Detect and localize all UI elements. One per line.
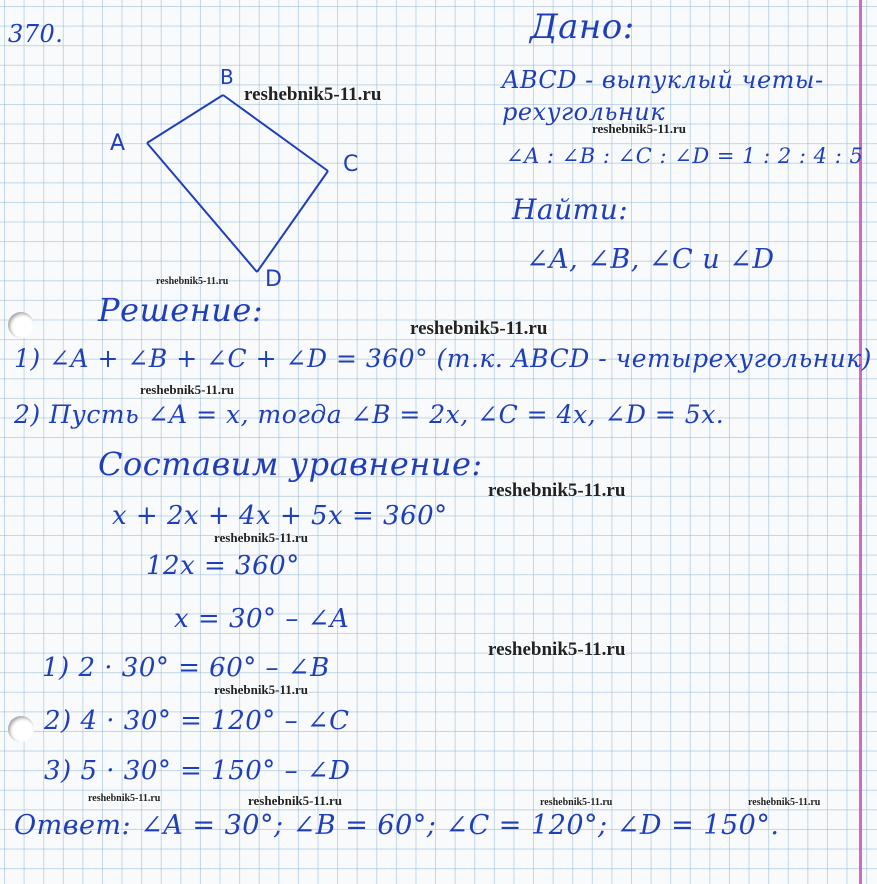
- find-heading: Найти:: [512, 193, 629, 226]
- given-ratio: ∠A : ∠B : ∠C : ∠D = 1 : 2 : 4 : 5: [506, 144, 864, 168]
- find-items: ∠A, ∠B, ∠C и ∠D: [526, 244, 775, 275]
- watermark: reshebnik5-11.ru: [214, 530, 309, 545]
- vertex-label-d: D: [265, 267, 283, 292]
- given-line-1: ABCD - выпуклый четы-: [502, 66, 824, 94]
- watermark: reshebnik5-11.ru: [244, 84, 382, 105]
- edge-ab: [147, 95, 223, 143]
- margin-line: [859, 0, 862, 884]
- punch-hole: [8, 312, 34, 338]
- vertex-label-a: A: [110, 131, 126, 156]
- equation-3: x = 30° – ∠A: [174, 604, 350, 634]
- answer: Ответ: ∠A = 30°; ∠B = 60°; ∠C = 120°; ∠D = 150°.: [14, 810, 780, 841]
- given-line-2: рехугольник: [502, 98, 666, 126]
- watermark: reshebnik5-11.ru: [488, 480, 626, 501]
- compose-equation-heading: Составим уравнение:: [98, 445, 483, 483]
- watermark: reshebnik5-11.ru: [156, 276, 229, 287]
- problem-number: 370.: [8, 20, 64, 48]
- solution-step-1: 1) ∠A + ∠B + ∠C + ∠D = 360° (т.к. ABCD - четырехугольник): [14, 344, 872, 373]
- given-heading: Дано:: [530, 7, 635, 47]
- vertex-label-c: C: [343, 152, 359, 177]
- watermark: reshebnik5-11.ru: [88, 793, 161, 804]
- equation-2: 12x = 360°: [146, 551, 300, 581]
- punch-hole: [8, 716, 34, 742]
- vertex-label-b: B: [220, 65, 235, 89]
- watermark: reshebnik5-11.ru: [488, 639, 626, 660]
- edge-da: [147, 143, 257, 272]
- solution-step-2: 2) Пусть ∠A = x, тогда ∠B = 2x, ∠C = 4x, ∠D = 5x.: [14, 400, 725, 429]
- solution-heading: Решение:: [98, 291, 264, 329]
- equation-1: x + 2x + 4x + 5x = 360°: [112, 501, 448, 531]
- result-b: 1) 2 · 30° = 60° – ∠B: [42, 653, 330, 683]
- watermark: reshebnik5-11.ru: [748, 797, 821, 808]
- watermark: reshebnik5-11.ru: [140, 382, 235, 397]
- watermark: reshebnik5-11.ru: [592, 121, 687, 136]
- watermark: reshebnik5-11.ru: [410, 318, 548, 339]
- quadrilateral-outline: [147, 95, 328, 272]
- edge-bc: [223, 95, 328, 171]
- result-c: 2) 4 · 30° = 120° – ∠C: [44, 706, 350, 736]
- watermark: reshebnik5-11.ru: [248, 793, 343, 808]
- watermark: reshebnik5-11.ru: [540, 797, 613, 808]
- watermark: reshebnik5-11.ru: [214, 682, 309, 697]
- edge-cd: [257, 171, 328, 272]
- result-d: 3) 5 · 30° = 150° – ∠D: [44, 756, 351, 786]
